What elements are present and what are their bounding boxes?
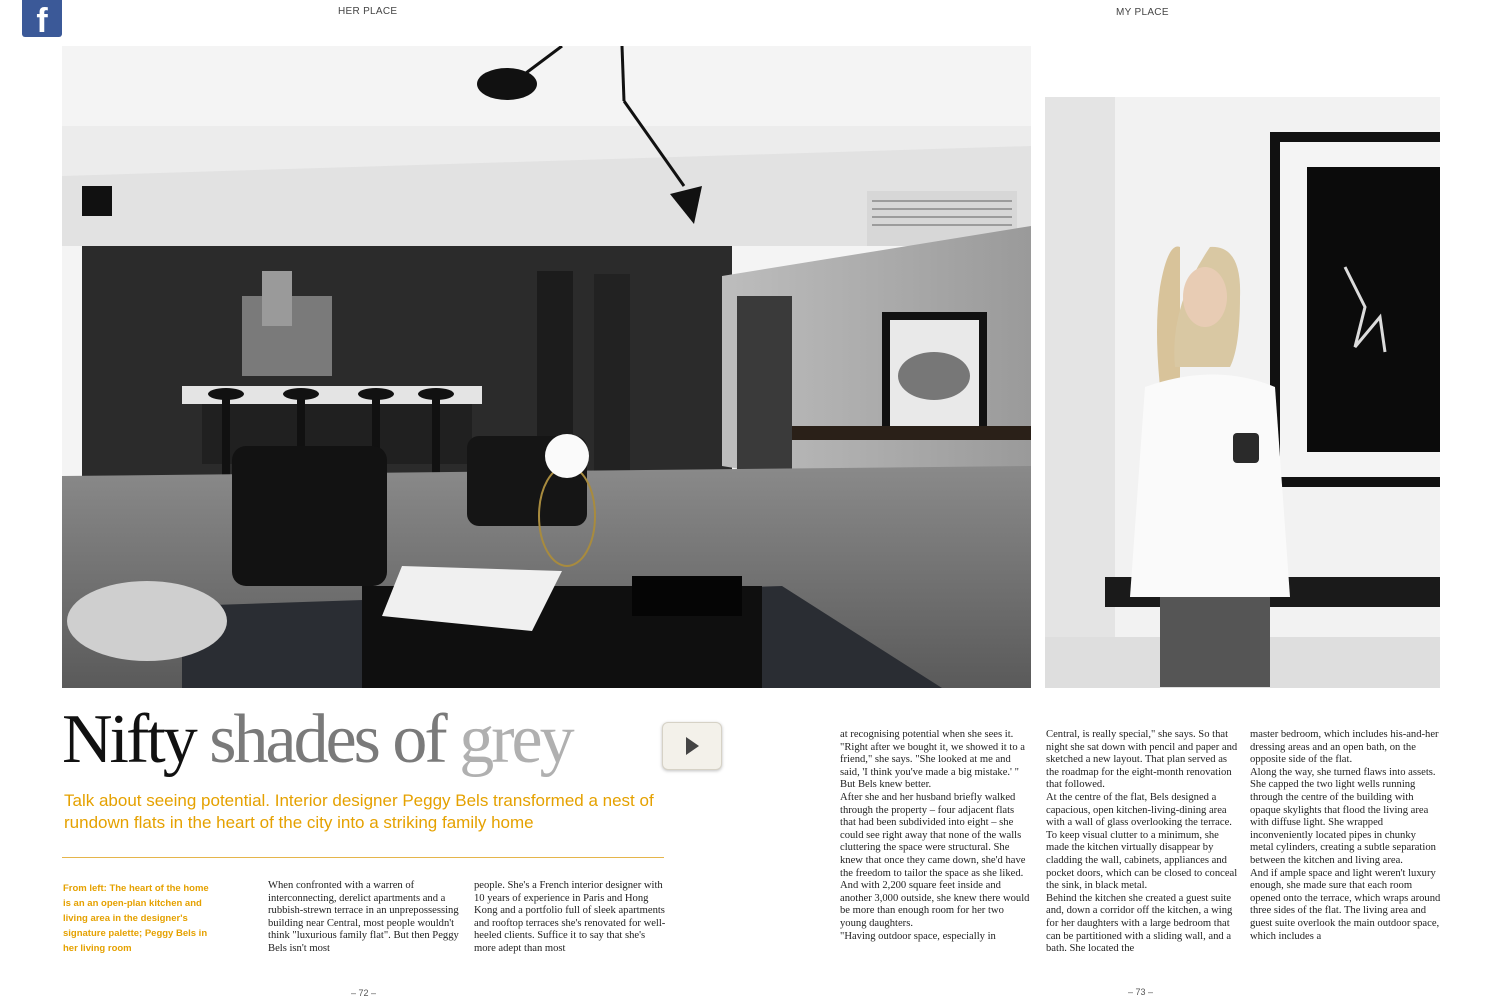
play-icon [686, 737, 699, 755]
section-label-left: HER PLACE [338, 6, 398, 17]
standfirst: Talk about seeing potential. Interior designer Peggy Bels transformed a nest of rundown flats in the heart of the city into a striking family home [64, 791, 654, 832]
headline [62, 695, 572, 785]
body-column-5: master bedroom, which includes his-and-her dressing areas and an open bath, on the opposite side of the flat. Along the way, she turned flaws into assets. She capped the two light wells running through the centre of the building with opaque skylights that flood the living area with diffuse light. She wrapped inconveniently located pipes in chunky metal cylinders, creating a subtle separation between the kitchen and living area. And if ample space and light weren't luxury enough, she made sure that each room opened onto the terrace, which wraps around three sides of the flat. The living area and guest suite overlook the main outdoor space, which includes a [1250, 729, 1441, 942]
page-number-left: – 72 – [351, 988, 377, 998]
body-column-2: people. She's a French interior designer with 10 years of experience in Paris and Hong Kong and a portfolio full of sleek apartments and rooftop terraces she's renovated for well-heeled clients. Suffice it to say that she's more adept than most [474, 880, 666, 954]
play-button[interactable] [662, 722, 722, 770]
page-number-right: – 73 – [1128, 987, 1154, 997]
body-column-4: Central, is really special," she says. So that night she sat down with pencil and paper and sketched a new layout. That plan served as the roadmap for the eight-month renovation that followed. At the centre of the flat, Bels designed a capacious, open kitchen-living-dining area with a wall of glass overlooking the terrace. To keep visual clutter to a minimum, she made the kitchen virtually disappear by cladding the wall, cabinets, appliances and pocket doors, which can be closed to conceal the sink, in black metal. Behind the kitchen she created a guest suite and, down a corridor off the kitchen, a wing for her daughters with a large bedroom that can be partitioned with a sliding wall, and a bath. She located the [1046, 729, 1238, 955]
headline-part-2: shades of [194, 701, 460, 778]
headline-part-1: Nifty [62, 701, 195, 778]
headline-part-3: grey [459, 701, 572, 778]
facebook-icon[interactable]: f [22, 0, 62, 37]
body-column-3: at recognising potential when she sees it. "Right after we bought it, we showed it to a friend," she says. "She looked at me and said, 'I think you've made a big mistake.' " But Bels knew better. After she and her husband briefly walked through the property – four adjacent flats that had been subdivided into eight – she could see right away that none of the walls cluttering the space were structural. She knew that once they came down, she'd have the freedom to tailor the space as she liked. And with 2,200 square feet inside and another 3,000 outside, she knew there would be more than enough room for her two young daughters. "Having outdoor space, especially in [840, 729, 1030, 942]
divider [62, 857, 664, 858]
portrait-photo [1045, 97, 1440, 688]
photo-caption: From left: The heart of the home is an an open-plan kitchen and living area in the designer's signature palette; Peggy Bels in her living room [63, 883, 209, 954]
living-room-photo [62, 46, 1031, 688]
body-column-1: When confronted with a warren of interconnecting, derelict apartments and a rubbish-strewn terrace in an unprepossessing building near Central, most people wouldn't think "luxurious family flat". But then Peggy Bels isn't most [268, 880, 459, 954]
section-label-right: MY PLACE [1116, 7, 1169, 18]
